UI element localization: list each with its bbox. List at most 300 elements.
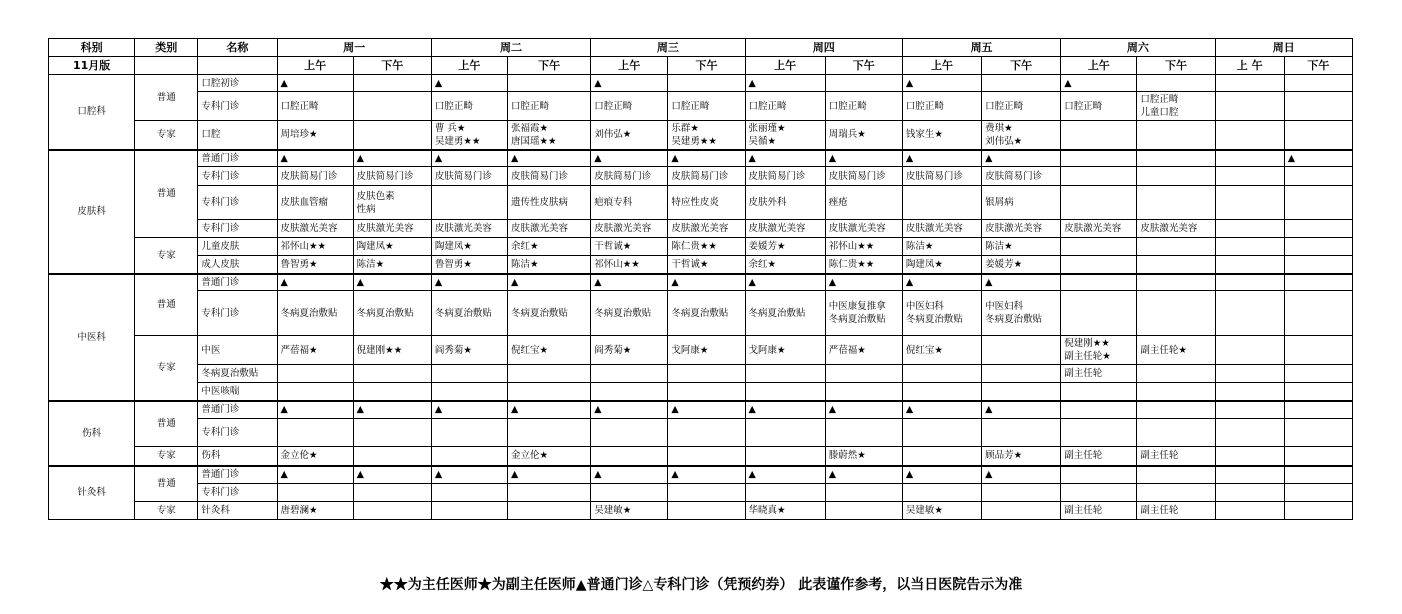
schedule-cell: 皮肤简易门诊 xyxy=(745,167,825,186)
schedule-cell: 曹 兵★ 吴建勇★★ xyxy=(431,121,507,150)
schedule-cell: 冬病夏治敷贴 xyxy=(668,291,745,336)
schedule-cell: 严蓓福★ xyxy=(825,336,902,365)
schedule-cell xyxy=(902,186,981,220)
header-row-halfdays xyxy=(49,57,1353,75)
schedule-cell: 鲁智勇★ xyxy=(277,256,353,274)
legend-note: ★★为主任医师★为副主任医师▲普通门诊△专科门诊（凭预约券） 此表谨作参考，以当日医院告示为准 xyxy=(379,577,1023,593)
schedule-cell: ▲ xyxy=(508,466,591,484)
schedule-cell: ▲ xyxy=(825,466,902,484)
schedule-cell: 口腔正畸 xyxy=(508,92,591,121)
schedule-cell xyxy=(982,484,1061,502)
table-row xyxy=(49,238,1353,256)
header-am: 上午 xyxy=(591,57,668,75)
clinic-name-cell: 中医 xyxy=(198,336,277,365)
header-am: 上午 xyxy=(431,57,507,75)
header-pm: 下午 xyxy=(508,57,591,75)
schedule-cell: 口腔正畸 xyxy=(982,92,1061,121)
category-cell: 专家 xyxy=(135,336,198,401)
schedule-cell: ▲ xyxy=(745,466,825,484)
schedule-cell xyxy=(431,447,507,466)
schedule-cell xyxy=(1284,75,1352,92)
schedule-cell: 姜媛芳★ xyxy=(745,238,825,256)
schedule-cell: 费琪★ 刘伟弘★ xyxy=(982,121,1061,150)
schedule-cell xyxy=(277,419,353,447)
schedule-cell xyxy=(508,75,591,92)
schedule-cell: ▲ xyxy=(902,150,981,167)
clinic-name-cell: 专科门诊 xyxy=(198,484,277,502)
schedule-cell: 冬病夏治敷贴 xyxy=(745,291,825,336)
clinic-name-cell: 口腔初诊 xyxy=(198,75,277,92)
schedule-cell: 干哲诚★ xyxy=(668,256,745,274)
schedule-cell xyxy=(353,383,431,401)
schedule-cell xyxy=(1215,220,1284,238)
schedule-cell xyxy=(353,121,431,150)
header-am: 上午 xyxy=(745,57,825,75)
schedule-cell xyxy=(591,419,668,447)
schedule-cell xyxy=(1284,220,1352,238)
schedule-cell: ▲ xyxy=(353,466,431,484)
table-row xyxy=(49,291,1353,336)
header-day-thu: 周四 xyxy=(745,39,902,57)
schedule-cell: 钱家生★ xyxy=(902,121,981,150)
schedule-cell xyxy=(1284,447,1352,466)
schedule-cell: ▲ xyxy=(508,401,591,419)
schedule-cell: 陈洁★ xyxy=(902,238,981,256)
table-row xyxy=(49,419,1353,447)
schedule-cell xyxy=(508,484,591,502)
schedule-cell xyxy=(1137,401,1215,419)
schedule-cell: 祁怀山★★ xyxy=(825,238,902,256)
schedule-cell: 余红★ xyxy=(508,238,591,256)
schedule-cell: 皮肤激光美容 xyxy=(902,220,981,238)
schedule-cell xyxy=(1215,75,1284,92)
clinic-name-cell: 伤科 xyxy=(198,447,277,466)
schedule-cell: 皮肤简易门诊 xyxy=(668,167,745,186)
schedule-cell: 倪红宝★ xyxy=(508,336,591,365)
table-row xyxy=(49,383,1353,401)
schedule-cell xyxy=(668,447,745,466)
schedule-cell xyxy=(1137,274,1215,291)
table-row xyxy=(49,186,1353,220)
schedule-cell: 陈洁★ xyxy=(508,256,591,274)
header-day-wed: 周三 xyxy=(591,39,745,57)
header-day-sun: 周日 xyxy=(1215,39,1352,57)
schedule-cell: 金立伦★ xyxy=(508,447,591,466)
category-cell: 普通 xyxy=(135,401,198,447)
schedule-cell xyxy=(1215,150,1284,167)
schedule-cell: 皮肤激光美容 xyxy=(431,220,507,238)
schedule-cell: ▲ xyxy=(277,75,353,92)
schedule-cell xyxy=(902,383,981,401)
header-am: 上 午 xyxy=(1215,57,1284,75)
schedule-cell xyxy=(668,502,745,520)
schedule-cell: 中医妇科 冬病夏治敷贴 xyxy=(902,291,981,336)
schedule-cell xyxy=(1215,186,1284,220)
schedule-cell xyxy=(1284,167,1352,186)
header-day-fri: 周五 xyxy=(902,39,1060,57)
category-cell: 普通 xyxy=(135,466,198,502)
schedule-cell: ▲ xyxy=(825,150,902,167)
header-am: 上午 xyxy=(902,57,981,75)
schedule-cell xyxy=(902,419,981,447)
schedule-cell: ▲ xyxy=(902,75,981,92)
schedule-cell: ▲ xyxy=(745,401,825,419)
dept-cell: 中医科 xyxy=(49,274,135,401)
schedule-cell xyxy=(1137,186,1215,220)
schedule-cell: ▲ xyxy=(431,274,507,291)
clinic-name-cell: 普通门诊 xyxy=(198,466,277,484)
schedule-cell: 皮肤激光美容 xyxy=(1137,220,1215,238)
schedule-cell xyxy=(353,447,431,466)
schedule-cell xyxy=(1215,121,1284,150)
category-cell: 普通 xyxy=(135,274,198,336)
schedule-cell: 戈阿康★ xyxy=(668,336,745,365)
schedule-cell: 皮肤激光美容 xyxy=(591,220,668,238)
schedule-cell: 唐碧澜★ xyxy=(277,502,353,520)
schedule-cell: 副主任轮 xyxy=(1061,447,1137,466)
schedule-cell: 皮肤色素 性病 xyxy=(353,186,431,220)
schedule-cell: ▲ xyxy=(902,466,981,484)
clinic-name-cell: 普通门诊 xyxy=(198,150,277,167)
schedule-cell xyxy=(825,419,902,447)
schedule-cell: 张福霞★ 唐国瑶★★ xyxy=(508,121,591,150)
schedule-cell xyxy=(825,502,902,520)
table-row xyxy=(49,336,1353,365)
schedule-cell xyxy=(1137,121,1215,150)
table-row xyxy=(49,256,1353,274)
schedule-cell xyxy=(1215,401,1284,419)
schedule-cell xyxy=(1061,274,1137,291)
header-day-tue: 周二 xyxy=(431,39,590,57)
schedule-cell xyxy=(982,502,1061,520)
header-row-days xyxy=(49,39,1353,57)
clinic-name-cell: 儿童皮肤 xyxy=(198,238,277,256)
schedule-cell xyxy=(668,365,745,383)
schedule-cell xyxy=(508,365,591,383)
schedule-cell xyxy=(825,75,902,92)
schedule-cell xyxy=(745,419,825,447)
schedule-cell xyxy=(1284,383,1352,401)
schedule-cell: 疤痕专科 xyxy=(591,186,668,220)
schedule-cell xyxy=(1284,92,1352,121)
schedule-cell xyxy=(982,336,1061,365)
schedule-cell: 口腔正畸 xyxy=(668,92,745,121)
schedule-cell xyxy=(1137,484,1215,502)
schedule-cell: ▲ xyxy=(277,274,353,291)
schedule-cell: ▲ xyxy=(591,75,668,92)
table-row xyxy=(49,167,1353,186)
schedule-cell xyxy=(431,383,507,401)
category-cell: 普通 xyxy=(135,150,198,238)
header-version: 11月版 xyxy=(49,57,135,75)
schedule-cell xyxy=(1284,121,1352,150)
schedule-cell: 华晓真★ xyxy=(745,502,825,520)
schedule-cell xyxy=(1061,186,1137,220)
schedule-cell xyxy=(591,447,668,466)
schedule-cell xyxy=(353,92,431,121)
clinic-name-cell: 普通门诊 xyxy=(198,401,277,419)
schedule-cell xyxy=(1215,484,1284,502)
clinic-name-cell: 中医咳喘 xyxy=(198,383,277,401)
schedule-cell xyxy=(431,186,507,220)
schedule-cell: ▲ xyxy=(353,150,431,167)
schedule-table xyxy=(48,38,1353,520)
schedule-cell: ▲ xyxy=(353,274,431,291)
schedule-cell: ▲ xyxy=(1284,150,1352,167)
schedule-cell xyxy=(1284,365,1352,383)
schedule-cell: 中医妇科 冬病夏治敷贴 xyxy=(982,291,1061,336)
schedule-cell xyxy=(745,447,825,466)
schedule-cell: 皮肤简易门诊 xyxy=(982,167,1061,186)
schedule-cell xyxy=(1061,238,1137,256)
table-row xyxy=(49,150,1353,167)
header-pm: 下午 xyxy=(1137,57,1215,75)
schedule-cell xyxy=(982,365,1061,383)
schedule-cell: ▲ xyxy=(277,466,353,484)
schedule-cell: 遗传性皮肤病 xyxy=(508,186,591,220)
schedule-cell: 皮肤激光美容 xyxy=(745,220,825,238)
schedule-cell xyxy=(1284,484,1352,502)
schedule-cell xyxy=(353,484,431,502)
clinic-name-cell: 专科门诊 xyxy=(198,167,277,186)
schedule-cell xyxy=(508,419,591,447)
schedule-cell xyxy=(1284,502,1352,520)
schedule-cell: 皮肤血管瘤 xyxy=(277,186,353,220)
schedule-cell xyxy=(1061,256,1137,274)
table-row xyxy=(49,502,1353,520)
schedule-cell: 皮肤简易门诊 xyxy=(277,167,353,186)
schedule-cell xyxy=(591,365,668,383)
schedule-cell: 痤疮 xyxy=(825,186,902,220)
schedule-cell: 皮肤简易门诊 xyxy=(431,167,507,186)
schedule-cell xyxy=(277,484,353,502)
schedule-cell: 口腔正畸 xyxy=(1061,92,1137,121)
schedule-cell xyxy=(745,383,825,401)
schedule-cell: 银屑病 xyxy=(982,186,1061,220)
header-name: 名称 xyxy=(198,39,277,57)
schedule-cell: 口腔正畸 xyxy=(745,92,825,121)
schedule-cell: ▲ xyxy=(277,150,353,167)
schedule-cell: 副主任轮 xyxy=(1061,502,1137,520)
clinic-name-cell: 冬病夏治敷贴 xyxy=(198,365,277,383)
schedule-cell: 陈仁贵★★ xyxy=(668,238,745,256)
schedule-cell: 余红★ xyxy=(745,256,825,274)
schedule-cell: ▲ xyxy=(277,401,353,419)
schedule-cell xyxy=(1215,383,1284,401)
schedule-cell xyxy=(1284,256,1352,274)
clinic-name-cell: 普通门诊 xyxy=(198,274,277,291)
schedule-cell: 陶建凤★ xyxy=(431,238,507,256)
schedule-cell xyxy=(1137,238,1215,256)
schedule-cell: 陈洁★ xyxy=(353,256,431,274)
schedule-cell xyxy=(982,383,1061,401)
schedule-cell xyxy=(1215,447,1284,466)
schedule-cell: 皮肤外科 xyxy=(745,186,825,220)
clinic-name-cell: 专科门诊 xyxy=(198,220,277,238)
schedule-cell: 严蓓福★ xyxy=(277,336,353,365)
schedule-cell: 陶建凤★ xyxy=(353,238,431,256)
schedule-cell: 皮肤简易门诊 xyxy=(508,167,591,186)
schedule-cell: 陈仁贵★★ xyxy=(825,256,902,274)
schedule-cell: ▲ xyxy=(668,274,745,291)
schedule-cell xyxy=(1061,291,1137,336)
clinic-name-cell: 口腔 xyxy=(198,121,277,150)
schedule-cell xyxy=(1061,167,1137,186)
schedule-cell xyxy=(668,75,745,92)
schedule-cell: ▲ xyxy=(353,401,431,419)
table-row xyxy=(49,92,1353,121)
schedule-cell xyxy=(1137,167,1215,186)
header-pm: 下午 xyxy=(668,57,745,75)
schedule-cell: 皮肤激光美容 xyxy=(508,220,591,238)
schedule-cell: 皮肤激光美容 xyxy=(668,220,745,238)
schedule-cell: 冬病夏治敷贴 xyxy=(277,291,353,336)
dept-cell: 针灸科 xyxy=(49,466,135,520)
schedule-cell: ▲ xyxy=(508,274,591,291)
schedule-cell xyxy=(591,484,668,502)
schedule-cell: 阎秀菊★ xyxy=(431,336,507,365)
schedule-cell: 冬病夏治敷贴 xyxy=(431,291,507,336)
schedule-cell xyxy=(1284,401,1352,419)
schedule-cell: ▲ xyxy=(982,274,1061,291)
schedule-cell: 鲁智勇★ xyxy=(431,256,507,274)
schedule-cell xyxy=(431,484,507,502)
schedule-cell: 乐群★ 吴建勇★★ xyxy=(668,121,745,150)
schedule-cell xyxy=(1061,419,1137,447)
schedule-cell xyxy=(1215,336,1284,365)
schedule-cell xyxy=(1215,256,1284,274)
schedule-cell: 皮肤激光美容 xyxy=(353,220,431,238)
schedule-cell: 倪建刚★★ 副主任轮★ xyxy=(1061,336,1137,365)
schedule-cell xyxy=(1061,401,1137,419)
schedule-cell xyxy=(353,365,431,383)
header-am: 上午 xyxy=(1061,57,1137,75)
schedule-cell xyxy=(1137,291,1215,336)
schedule-cell: 周瑞兵★ xyxy=(825,121,902,150)
category-cell: 专家 xyxy=(135,121,198,150)
schedule-cell xyxy=(1215,466,1284,484)
header-blank xyxy=(198,57,277,75)
header-pm: 下午 xyxy=(825,57,902,75)
schedule-cell: ▲ xyxy=(982,150,1061,167)
schedule-cell xyxy=(277,383,353,401)
schedule-cell xyxy=(353,419,431,447)
schedule-cell xyxy=(1215,92,1284,121)
schedule-cell: 皮肤激光美容 xyxy=(1061,220,1137,238)
header-dept: 科别 xyxy=(49,39,135,57)
schedule-cell xyxy=(902,365,981,383)
schedule-cell xyxy=(1215,419,1284,447)
header-am: 上午 xyxy=(277,57,353,75)
schedule-cell xyxy=(1284,238,1352,256)
schedule-cell: 姜媛芳★ xyxy=(982,256,1061,274)
schedule-cell xyxy=(825,383,902,401)
schedule-cell: 副主任轮 xyxy=(1061,365,1137,383)
schedule-cell xyxy=(1137,419,1215,447)
schedule-cell: 冬病夏治敷贴 xyxy=(591,291,668,336)
schedule-cell: 周培珍★ xyxy=(277,121,353,150)
table-row xyxy=(49,484,1353,502)
schedule-cell xyxy=(1061,121,1137,150)
schedule-cell: 陈洁★ xyxy=(982,238,1061,256)
schedule-cell xyxy=(1061,150,1137,167)
schedule-cell xyxy=(1137,256,1215,274)
schedule-cell: ▲ xyxy=(668,466,745,484)
schedule-cell xyxy=(1215,291,1284,336)
schedule-cell: 滕蔚然★ xyxy=(825,447,902,466)
schedule-cell: 顾品芳★ xyxy=(982,447,1061,466)
dept-cell: 口腔科 xyxy=(49,75,135,150)
header-pm: 下午 xyxy=(982,57,1061,75)
clinic-name-cell: 专科门诊 xyxy=(198,92,277,121)
schedule-cell: 皮肤简易门诊 xyxy=(591,167,668,186)
schedule-cell: 口腔正畸 xyxy=(902,92,981,121)
schedule-cell: 皮肤激光美容 xyxy=(982,220,1061,238)
schedule-cell xyxy=(1137,75,1215,92)
schedule-cell: 戈阿康★ xyxy=(745,336,825,365)
schedule-cell xyxy=(825,484,902,502)
schedule-cell: 皮肤简易门诊 xyxy=(902,167,981,186)
schedule-cell xyxy=(668,484,745,502)
schedule-cell xyxy=(1215,238,1284,256)
schedule-cell xyxy=(277,365,353,383)
schedule-cell xyxy=(1284,336,1352,365)
clinic-name-cell: 专科门诊 xyxy=(198,419,277,447)
table-row xyxy=(49,121,1353,150)
schedule-cell xyxy=(1061,383,1137,401)
category-cell: 专家 xyxy=(135,447,198,466)
schedule-cell xyxy=(508,502,591,520)
header-day-mon: 周一 xyxy=(277,39,431,57)
header-pm: 下午 xyxy=(353,57,431,75)
schedule-cell: 特应性皮炎 xyxy=(668,186,745,220)
schedule-cell xyxy=(745,484,825,502)
schedule-cell xyxy=(508,383,591,401)
schedule-cell xyxy=(353,75,431,92)
clinic-name-cell: 专科门诊 xyxy=(198,186,277,220)
header-blank xyxy=(135,57,198,75)
schedule-cell: ▲ xyxy=(508,150,591,167)
schedule-cell: 陶建凤★ xyxy=(902,256,981,274)
schedule-cell: 祁怀山★★ xyxy=(591,256,668,274)
schedule-cell xyxy=(1284,419,1352,447)
schedule-cell: ▲ xyxy=(431,466,507,484)
schedule-cell: 吴建敏★ xyxy=(591,502,668,520)
table-row xyxy=(49,274,1353,291)
schedule-cell: 吴建敏★ xyxy=(902,502,981,520)
schedule-cell: 皮肤激光美容 xyxy=(277,220,353,238)
schedule-cell xyxy=(1061,484,1137,502)
schedule-cell xyxy=(668,383,745,401)
schedule-cell xyxy=(982,419,1061,447)
table-row xyxy=(49,365,1353,383)
dept-cell: 皮肤科 xyxy=(49,150,135,274)
schedule-cell xyxy=(1215,502,1284,520)
header-category: 类别 xyxy=(135,39,198,57)
schedule-cell xyxy=(902,447,981,466)
schedule-cell xyxy=(1137,365,1215,383)
schedule-cell: ▲ xyxy=(668,401,745,419)
schedule-cell: ▲ xyxy=(982,401,1061,419)
schedule-cell xyxy=(745,365,825,383)
schedule-cell: 倪建刚★★ xyxy=(353,336,431,365)
schedule-cell xyxy=(668,419,745,447)
schedule-cell xyxy=(825,365,902,383)
schedule-cell xyxy=(1284,186,1352,220)
clinic-name-cell: 针灸科 xyxy=(198,502,277,520)
schedule-cell: ▲ xyxy=(591,466,668,484)
schedule-cell: ▲ xyxy=(902,274,981,291)
